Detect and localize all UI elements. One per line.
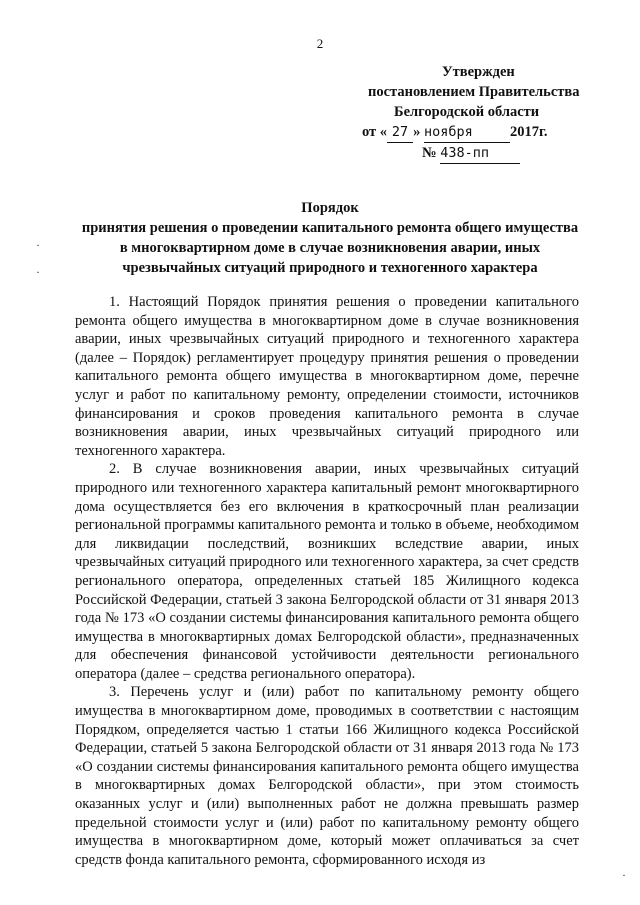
- approval-number: [362, 143, 582, 164]
- date-month: ноября: [424, 122, 510, 143]
- approval-approved: Утвержден: [442, 64, 515, 80]
- date-day: 27: [387, 122, 413, 143]
- title-line-1: Порядок: [301, 200, 359, 216]
- date-mid: »: [413, 124, 421, 140]
- title-line-4: чрезвычайных ситуаций природного и техногенного характера: [122, 260, 538, 276]
- title-line-2: принятия решения о проведении капитального ремонта общего имущества: [81, 220, 579, 236]
- document-body: [75, 293, 579, 869]
- number-value: 438-пп: [440, 143, 520, 164]
- scan-speck: ·: [622, 868, 626, 882]
- paragraph-1: 1. Настоящий Порядок принятия решения о проведении капитального ремонта общего имущества в многоквартирном доме в случае возникновения аварии, иных чрезвычайных ситуаций природного и техногенного характера (далее – Порядок) регламентирует процедуру принятия решения о проведении капитального ремонта общего имущества в многоквартирном доме, перечне услуг и работ по капитальному ремонту, определении стоимости, источников финансирования и сроков проведения капитального ремонта в случае возникновения аварии, иных чрезвычайных ситуаций природного или техногенного характера.: [75, 294, 579, 459]
- approval-region: Белгородской области: [394, 104, 540, 120]
- number-sign: №: [422, 145, 437, 161]
- page-number: 2: [316, 36, 324, 51]
- paragraph-3: 3. Перечень услуг и (или) работ по капитальному ремонту общего имущества в многоквартирном доме, проводимых в соответствии с настоящим Порядком, определяется частью 1 статьи 166 Жилищного кодекса Российской Федерации, статьей 5 закона Белгородской области от 31 января 2013 года № 173 «О создании системы финансирования капитального ремонта общего имущества в многоквартирных домах Белгородской области», при этом стоимость оказанных услуг и (или) выполненных работ не должна превышать размер предельной стоимости услуг и (или) работ по капитальному ремонту общего имущества в многоквартирном доме, который может оплачиваться за счет средств фонда капитального ремонта, сформированного исходя из: [75, 684, 579, 868]
- date-prefix: от «: [362, 124, 388, 140]
- date-year: 2017г.: [509, 124, 548, 140]
- approval-decree: постановлением Правительства: [368, 84, 580, 100]
- scan-speck: ·: [36, 238, 40, 252]
- document-title: [40, 198, 620, 278]
- approval-block: [362, 62, 582, 164]
- paragraph-2: 2. В случае возникновения аварии, иных чрезвычайных ситуаций природного или техногенного характера капитальный ремонт многоквартирного дома осуществляется без его включения в краткосрочный план реализации региональной программы капитального ремонта и только в объеме, необходимом для ликвидации последствий, возникших вследствие аварии, иных чрезвычайных ситуаций природного или техногенного характера, за счет средств регионального оператора, определенных статьей 185 Жилищного кодекса Российской Федерации, статьей 3 закона Белгородской области от 31 января 2013 года № 173 «О создании системы финансирования капитального ремонта общего имущества в многоквартирных домах Белгородской области», предназначенных для обеспечения финансовой устойчивости деятельности регионального оператора (далее – средства регионального оператора).: [75, 461, 579, 682]
- approval-date: [362, 122, 582, 143]
- title-line-3: в многоквартирном доме в случае возникновения аварии, иных: [119, 240, 541, 256]
- scan-speck: ·: [36, 265, 40, 279]
